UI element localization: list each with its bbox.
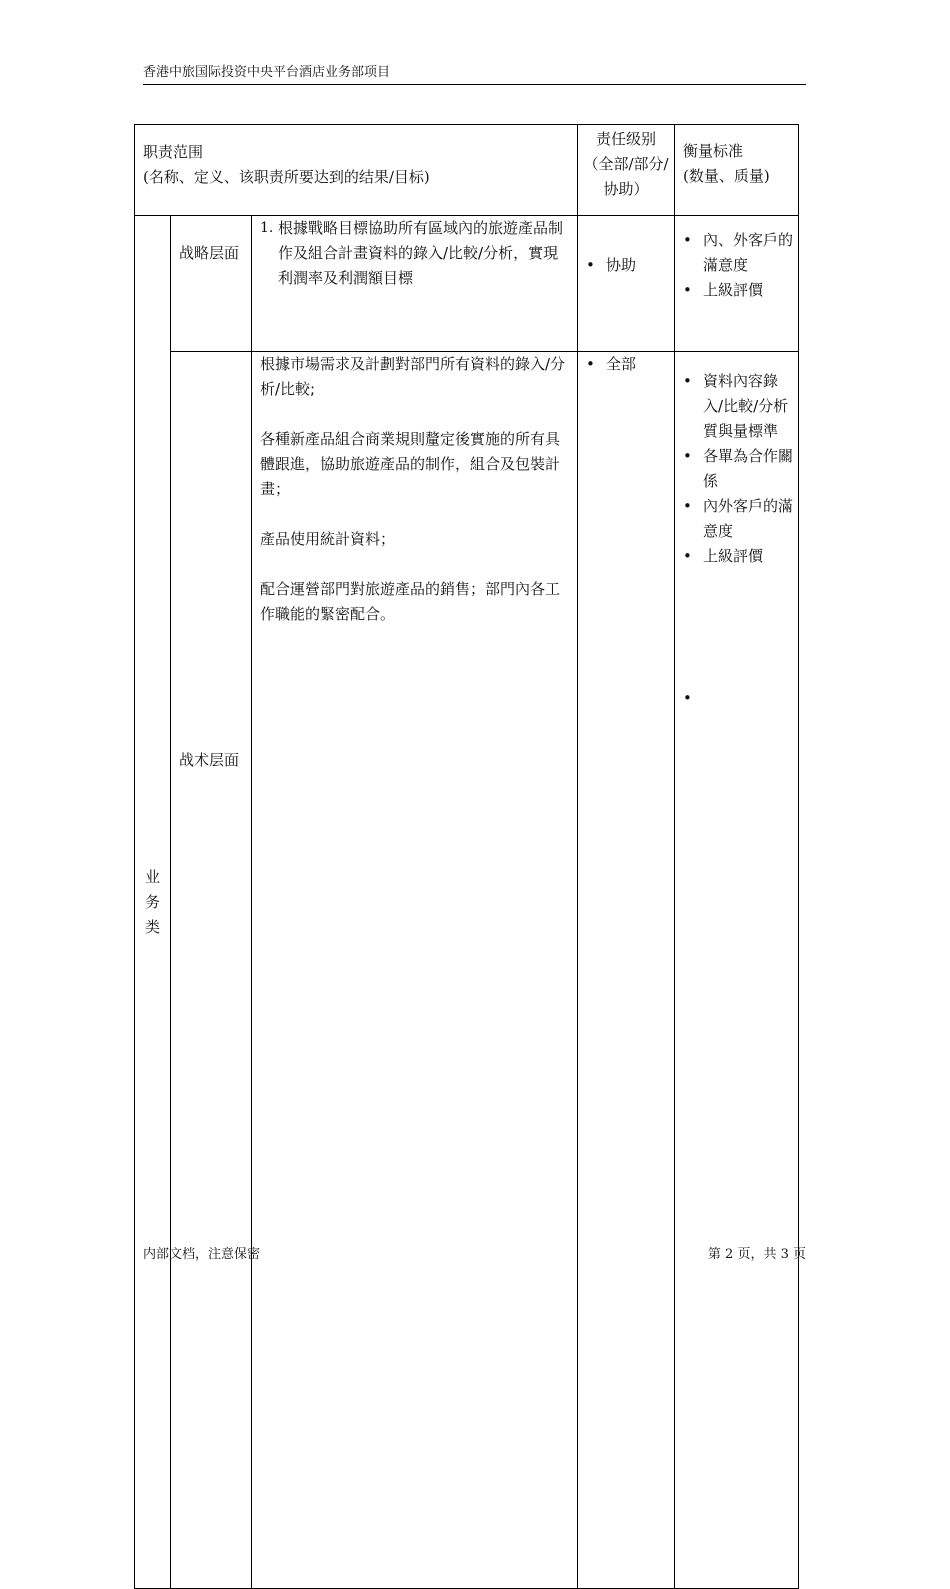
- measure-cell: [675, 352, 799, 1589]
- footer-page-number: 第 2 页，共 3 页: [707, 1247, 806, 1262]
- header-scope-cell: [135, 125, 578, 216]
- sublevel-label: 战术层面: [179, 751, 240, 769]
- list-item: • 內外客戶的滿意度: [675, 494, 798, 544]
- footer-confidential: 内部文档，注意保密: [143, 1247, 261, 1262]
- scope-item-number: 1.: [260, 220, 274, 236]
- list-item: • 上級評價: [675, 544, 798, 569]
- list-item: • 資料內容錄入/比較/分析質與量標準: [675, 369, 798, 444]
- header-level-cell: [578, 125, 675, 216]
- sublevel-label: 战略层面: [179, 244, 240, 262]
- list-item: • 各單為合作關係: [675, 444, 798, 494]
- list-item: • 上級評價: [675, 278, 798, 303]
- header-measure-desc: (数量、质量): [683, 167, 770, 185]
- header-measure-cell: [675, 125, 799, 216]
- level-cell: [578, 216, 675, 352]
- scope-paragraph: 配合運營部門對旅遊產品的銷售；部門內各工作職能的緊密配合。: [260, 580, 561, 623]
- table-header-row: [135, 125, 799, 216]
- scope-cell: [252, 352, 578, 1589]
- scope-paragraph: 產品使用統計資料；: [260, 530, 396, 548]
- empty-bullet: •: [683, 689, 692, 707]
- list-item: • 协助: [578, 253, 674, 278]
- scope-cell: [252, 216, 578, 352]
- table-row: [135, 352, 799, 1589]
- table-row: [135, 216, 799, 352]
- header-measure-title: 衡量标准: [683, 142, 744, 160]
- header-title: 香港中旅国际投资中央平台酒店业务部项目: [143, 65, 391, 80]
- scope-paragraph: 根據市場需求及計劃對部門所有資料的錄入/分析/比較;: [260, 355, 566, 398]
- category-label: 业务类: [144, 867, 160, 936]
- measure-item: 各單為合作關係: [703, 447, 794, 490]
- level-value: 全部: [606, 355, 637, 373]
- measure-item: 內、外客戶的滿意度: [703, 231, 794, 274]
- responsibility-table: [134, 124, 799, 1589]
- category-cell: [135, 216, 171, 1589]
- measure-item: 內外客戶的滿意度: [703, 497, 794, 540]
- page-header: [143, 64, 806, 85]
- scope-paragraph: 各種新產品組合商業規則釐定後實施的所有具體跟進，協助旅遊產品的制作，組合及包裝計畫；: [260, 430, 561, 498]
- header-scope-desc: (名称、定义、该职责所要达到的结果/目标): [143, 168, 430, 186]
- header-level-title: 责任级别: [596, 130, 657, 148]
- list-item: • 內、外客戶的滿意度: [675, 228, 798, 278]
- list-item: • 全部: [578, 352, 674, 377]
- measure-item: 資料內容錄入/比較/分析質與量標準: [703, 372, 789, 440]
- header-level-desc: （全部/部分/协助）: [583, 155, 669, 198]
- measure-cell: [675, 216, 799, 352]
- level-value: 协助: [606, 256, 637, 274]
- sublevel-cell: [171, 216, 252, 352]
- scope-item-text: 根據戰略目標協助所有區域內的旅遊產品制作及組合計畫資料的錄入/比較/分析，實現利潤率及利潤額目標: [278, 219, 564, 287]
- measure-item: 上級評價: [703, 547, 764, 565]
- sublevel-cell: [171, 352, 252, 1589]
- header-scope-title: 职责范围: [143, 143, 204, 161]
- measure-item: 上級評價: [703, 281, 764, 299]
- level-cell: [578, 352, 675, 1589]
